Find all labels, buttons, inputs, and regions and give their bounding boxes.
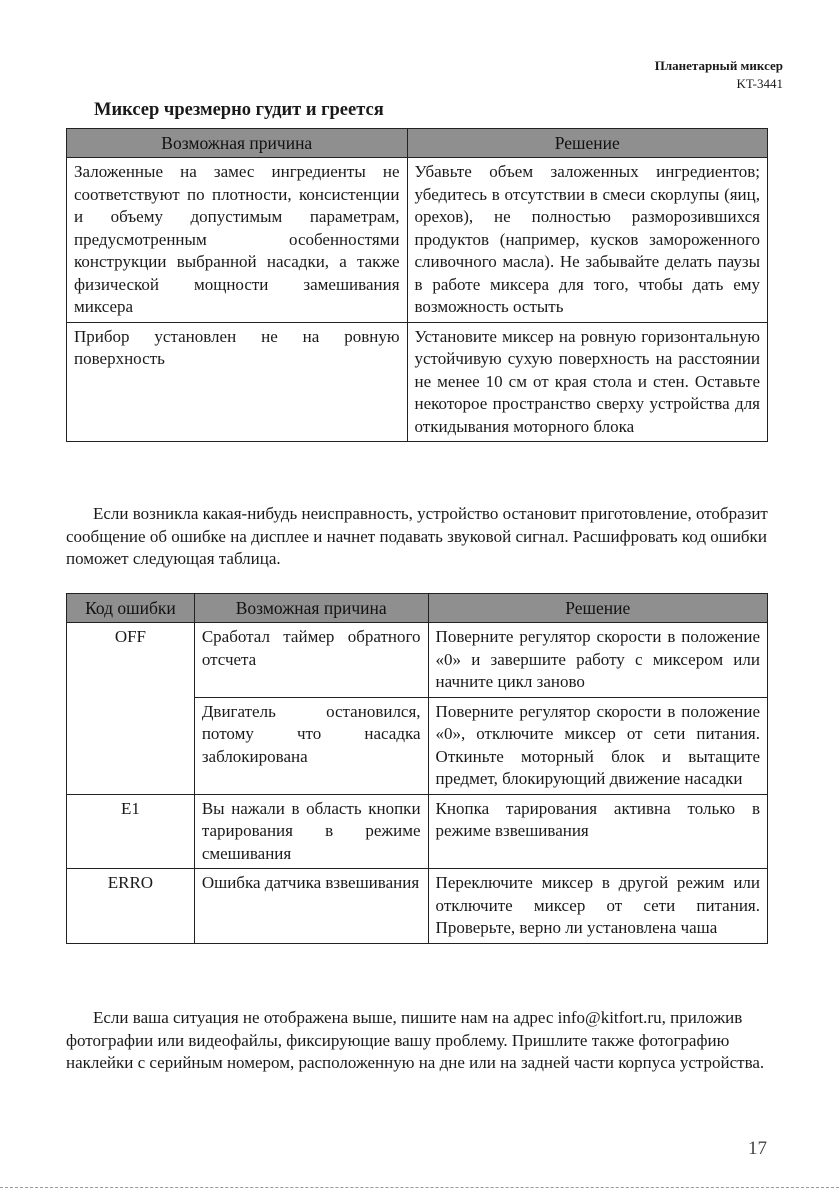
solution-cell: Переключите миксер в другой режим или отключите миксер от сети питания. Проверьте, верно ли установлена чаша: [428, 869, 767, 944]
column-header-cause: Возможная причина: [194, 594, 428, 623]
cause-cell: Ошибка датчика взвешивания: [194, 869, 428, 944]
column-header-code: Код ошибки: [67, 594, 195, 623]
section-title: Миксер чрезмерно гудит и греется: [94, 100, 384, 120]
cause-cell: Прибор установлен не на ровную поверхность: [67, 322, 408, 442]
table-header-row: [67, 594, 768, 623]
troubleshooting-table: [66, 128, 768, 442]
cause-cell: Сработал таймер обратного отсчета: [194, 623, 428, 698]
table-row: [67, 794, 768, 869]
solution-cell: Убавьте объем заложенных ингредиентов; убедитесь в отсутствии в смеси скорлупы (яиц, орехов), не полностью разморозившихся продуктов (например, кусков замороженного сливочного масла). Не забывайте делать паузы в работе миксера для того, чтобы дать ему возможность остыть: [407, 158, 767, 323]
solution-cell: Кнопка тарирования активна только в режиме взвешивания: [428, 794, 767, 869]
error-intro-text: Если возникла какая-нибудь неисправность, устройство остановит приготовление, отобразит сообщение об ошибке на дисплее и начнет подавать звуковой сигнал. Расшифровать код ошибки поможет следующая таблица.: [66, 504, 768, 568]
column-header-cause: Возможная причина: [67, 129, 408, 158]
table-row: [67, 623, 768, 698]
cause-cell: Вы нажали в область кнопки тарирования в режиме смешивания: [194, 794, 428, 869]
table-row: [67, 158, 768, 323]
product-model: KT-3441: [736, 76, 783, 91]
table-row: [67, 869, 768, 944]
solution-cell: Установите миксер на ровную горизонтальную устойчивую сухую поверхность на расстоянии не менее 10 см от края стола и стен. Оставьте некоторое пространство сверху устройства для откидывания моторного блока: [407, 322, 767, 442]
column-header-solution: Решение: [428, 594, 767, 623]
error-code-cell: OFF: [67, 623, 195, 795]
page-header: [655, 57, 783, 93]
error-codes-table: [66, 593, 768, 944]
error-intro-paragraph: [66, 503, 768, 571]
cause-cell: Заложенные на замес ингредиенты не соответствуют по плотности, консистенции и объему допустимым параметрам, предусмотренным особенностями конструкции выбранной насадки, а также физической мощности замешивания миксера: [67, 158, 408, 323]
column-header-solution: Решение: [407, 129, 767, 158]
cause-cell: Двигатель остановился, потому что насадка заблокирована: [194, 697, 428, 794]
error-code-cell: E1: [67, 794, 195, 869]
table-row: [67, 322, 768, 442]
solution-cell: Поверните регулятор скорости в положение «0» и завершите работу с миксером или начните цикл заново: [428, 623, 767, 698]
error-code-cell: ERRO: [67, 869, 195, 944]
contact-text: Если ваша ситуация не отображена выше, пишите нам на адрес info@kitfort.ru, приложив фотографии или видеофайлы, фиксирующие вашу проблему. Пришлите также фотографию наклейки с серийным номером, расположенную на дне или на задней части корпуса устройства.: [66, 1008, 765, 1072]
product-name: Планетарный миксер: [654, 58, 783, 73]
solution-cell: Поверните регулятор скорости в положение «0», отключите миксер от сети питания. Откиньте моторный блок и вытащите предмет, блокирующий движение насадки: [428, 697, 767, 794]
page-number: 17: [748, 1138, 767, 1159]
page-bottom-divider: [0, 1187, 839, 1188]
table-header-row: [67, 129, 768, 158]
contact-paragraph: [66, 1007, 768, 1075]
